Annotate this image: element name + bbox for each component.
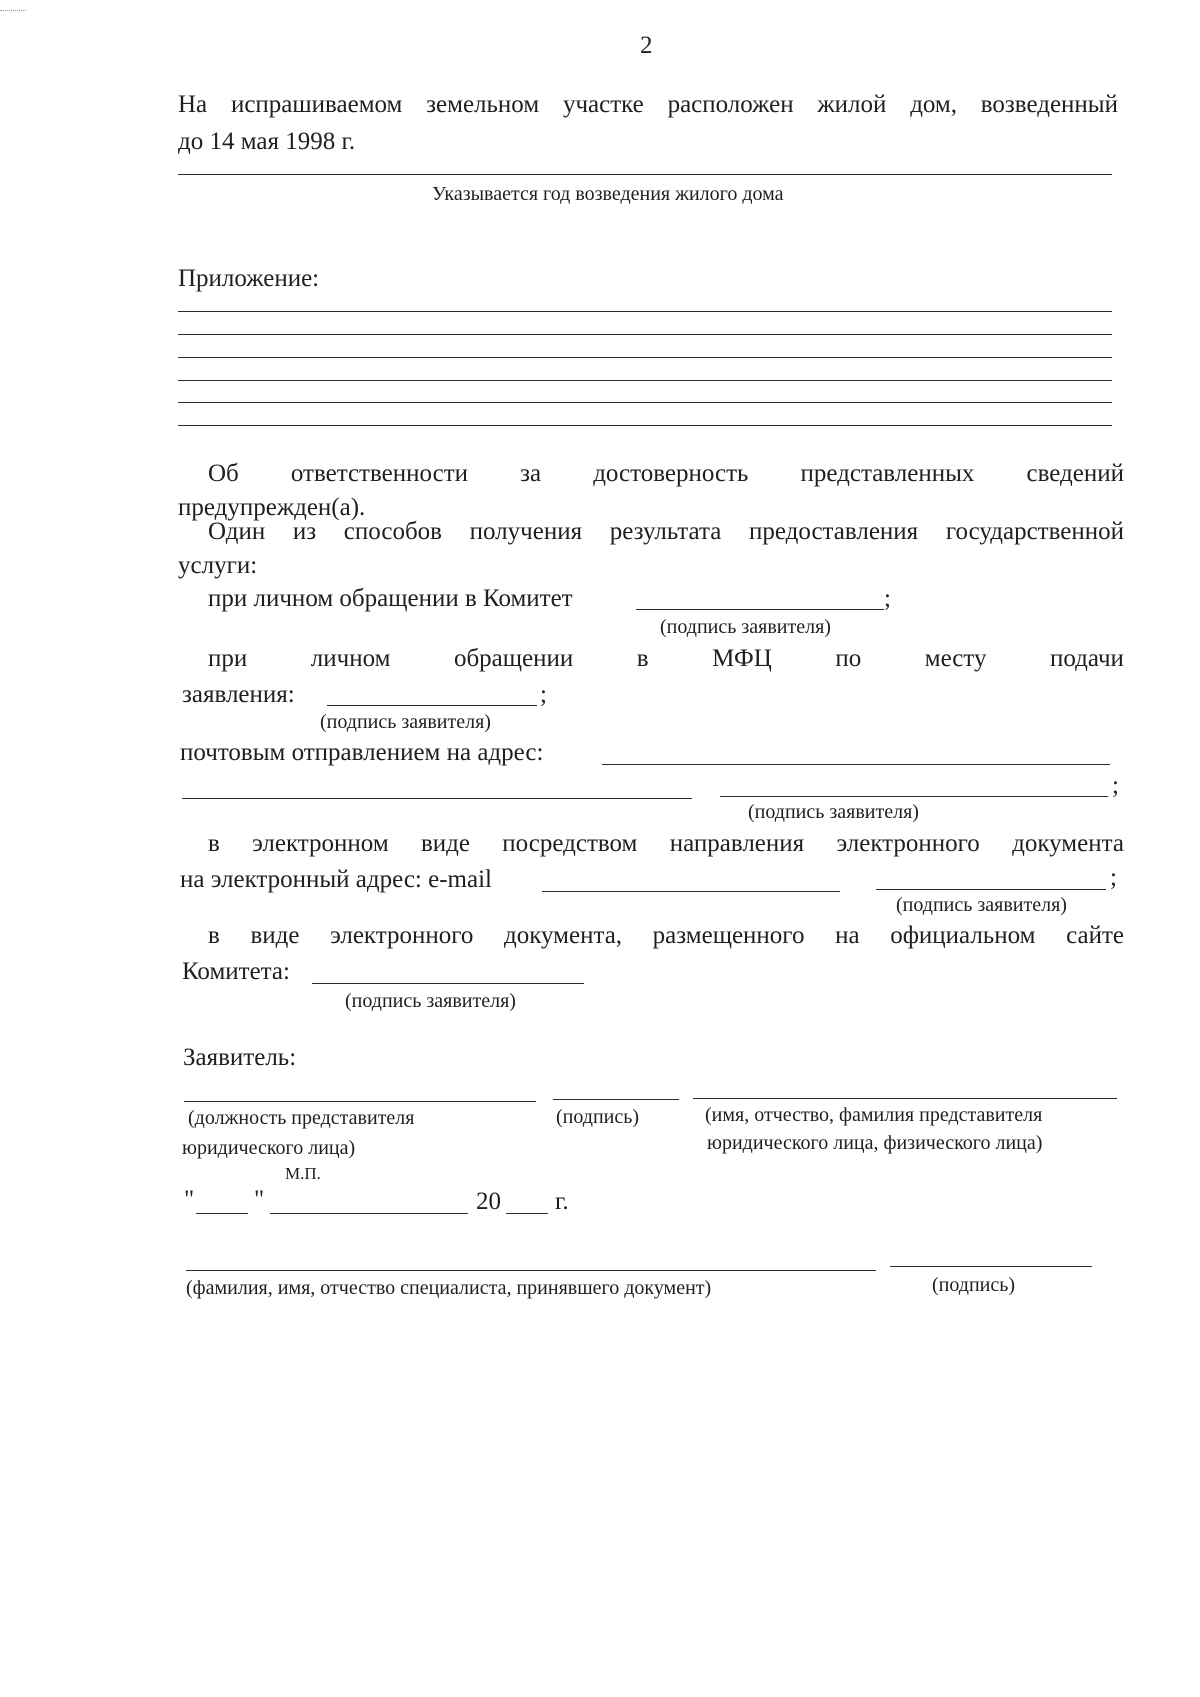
email-address-field[interactable] <box>542 891 840 892</box>
page-number: 2 <box>640 32 653 59</box>
mfc-signature-caption: (подпись заявителя) <box>320 711 491 733</box>
applicant-name-field[interactable] <box>693 1098 1117 1099</box>
mfc-end: ; <box>540 681 547 708</box>
applicant-position-field[interactable] <box>184 1101 536 1102</box>
responsibility-line-1: Об ответственности за достоверность представленных сведений <box>208 460 1124 487</box>
committee-signature-caption: (подпись заявителя) <box>660 616 831 638</box>
email-option-line-2: на электронный адрес: e-mail <box>180 866 492 893</box>
email-option-line-1: в электронном виде посредством направления электронного документа <box>208 830 1124 857</box>
applicant-label: Заявитель: <box>183 1044 297 1071</box>
email-signature-field[interactable] <box>876 889 1106 890</box>
scan-corner-mark <box>0 0 26 11</box>
date-day-field[interactable] <box>196 1213 248 1214</box>
applicant-position-caption-2: юридического лица) <box>182 1137 356 1159</box>
appendix-line-5[interactable] <box>178 402 1112 403</box>
appendix-line-6[interactable] <box>178 425 1112 426</box>
construction-year-field[interactable] <box>178 174 1112 175</box>
appendix-line-3[interactable] <box>178 357 1112 358</box>
construction-year-hint: Указывается год возведения жилого дома <box>432 183 784 205</box>
post-end: ; <box>1112 772 1119 799</box>
responsibility-line-2: предупрежден(а). <box>178 494 366 521</box>
intro-line-1: На испрашиваемом земельном участке расположен жилой дом, возведенный <box>178 91 1118 118</box>
appendix-line-2[interactable] <box>178 334 1112 335</box>
applicant-name-caption-2: юридического лица, физического лица) <box>707 1132 1043 1154</box>
website-option-line-1: в виде электронного документа, размещенного на официальном сайте <box>208 922 1124 949</box>
date-month-field[interactable] <box>270 1213 468 1214</box>
post-address-field-2[interactable] <box>182 798 692 799</box>
specialist-signature-field[interactable] <box>890 1266 1092 1267</box>
mfc-option-line-1: при личном обращении в МФЦ по месту подачи <box>208 645 1124 672</box>
intro-line-2: до 14 мая 1998 г. <box>178 128 356 155</box>
specialist-name-caption: (фамилия, имя, отчество специалиста, принявшего документ) <box>186 1277 712 1299</box>
applicant-position-caption-1: (должность представителя <box>188 1107 415 1129</box>
post-address-field-1[interactable] <box>602 764 1110 765</box>
committee-option-text: при личном обращении в Комитет <box>208 585 573 612</box>
post-option-text: почтовым отправлением на адрес: <box>180 739 544 766</box>
date-year-prefix: 20 <box>476 1188 501 1215</box>
mfc-option-line-2: заявления: <box>182 681 295 708</box>
committee-signature-field[interactable] <box>636 609 884 610</box>
website-option-line-2: Комитета: <box>182 958 290 985</box>
methods-heading-line-1: Один из способов получения результата предоставления государственной <box>208 518 1124 545</box>
email-end: ; <box>1110 864 1117 891</box>
website-signature-field[interactable] <box>312 983 584 984</box>
methods-heading-line-2: услуги: <box>178 552 258 579</box>
stamp-label: М.П. <box>285 1164 321 1183</box>
specialist-name-field[interactable] <box>186 1270 876 1271</box>
date-quote-close: " <box>254 1186 265 1213</box>
appendix-line-4[interactable] <box>178 380 1112 381</box>
applicant-signature-caption: (подпись) <box>556 1106 640 1128</box>
date-quote-open: " <box>184 1186 195 1213</box>
website-signature-caption: (подпись заявителя) <box>345 990 516 1012</box>
appendix-label: Приложение: <box>178 265 320 292</box>
applicant-signature-field[interactable] <box>553 1099 679 1100</box>
applicant-name-caption-1: (имя, отчество, фамилия представителя <box>705 1104 1043 1126</box>
date-year-suffix: г. <box>555 1188 569 1215</box>
committee-end: ; <box>884 585 891 612</box>
mfc-signature-field[interactable] <box>327 705 537 706</box>
post-signature-caption: (подпись заявителя) <box>748 801 919 823</box>
appendix-line-1[interactable] <box>178 311 1112 312</box>
specialist-signature-caption: (подпись) <box>932 1274 1016 1296</box>
post-signature-field[interactable] <box>720 796 1108 797</box>
email-signature-caption: (подпись заявителя) <box>896 894 1067 916</box>
date-year-field[interactable] <box>506 1213 548 1214</box>
